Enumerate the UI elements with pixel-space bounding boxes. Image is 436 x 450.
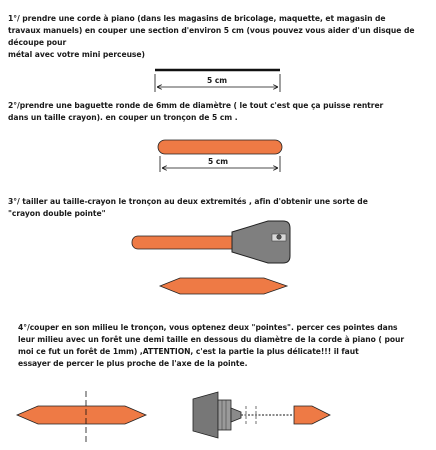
cut-and-drill-figure xyxy=(17,391,330,442)
dowel-figure xyxy=(158,140,282,172)
step-1-line: métal avec votre mini perceuse) xyxy=(8,50,145,59)
drill-chuck-icon xyxy=(193,392,218,438)
cut-point-piece xyxy=(294,406,330,424)
step-3-line: "crayon double pointe" xyxy=(8,209,106,218)
drill-jaw-icon xyxy=(231,408,241,422)
dowel-in-sharpener xyxy=(132,236,248,249)
step-1-line: travaux manuels) en couper une section d'environ 5 cm (vous pouvez vous aider d'un disque de découpe pour xyxy=(8,26,415,47)
step-2-line: 2°/prendre une baguette ronde de 6mm de diamètre ( le tout c'est que ça puisse rentrer xyxy=(8,101,384,110)
step-4-line: 4°/couper en son milieu le tronçon, vous optenez deux "pointes". percer ces pointes dans xyxy=(18,323,398,332)
piano-wire-figure xyxy=(155,70,280,92)
sharpening-figure xyxy=(132,221,290,294)
step-4-line: essayer de percer le plus proche de l'axe de la pointe. xyxy=(18,359,248,368)
dowel-length-label: 5 cm xyxy=(208,157,229,166)
sharpener-screw-icon xyxy=(277,235,281,239)
wooden-dowel xyxy=(158,140,282,154)
step-3-line: 3°/ tailler au taille-crayon le tronçon au deux extremités , afin d'obtenir une sorte de xyxy=(8,197,368,206)
pencil-sharpener-icon xyxy=(232,221,290,263)
double-pointed-dowel xyxy=(160,278,287,294)
drill-collet-icon xyxy=(218,400,231,430)
double-point-to-cut xyxy=(17,406,146,424)
step-1-line: 1°/ prendre une corde à piano (dans les magasins de bricolage, maquette, et magasin de xyxy=(8,14,386,23)
wire-length-label: 5 cm xyxy=(207,76,228,85)
step-4-line: moi ce fut un forêt de 1mm) ,ATTENTION, c'est la partie la plus délicate!!! il faut xyxy=(18,347,359,356)
step-4-line: leur milieu avec un forêt une demi taille en dessous du diamètre de la corde à piano ( pour xyxy=(18,335,405,344)
step-2-line: dans un taille crayon). en couper un tronçon de 5 cm . xyxy=(8,113,238,122)
